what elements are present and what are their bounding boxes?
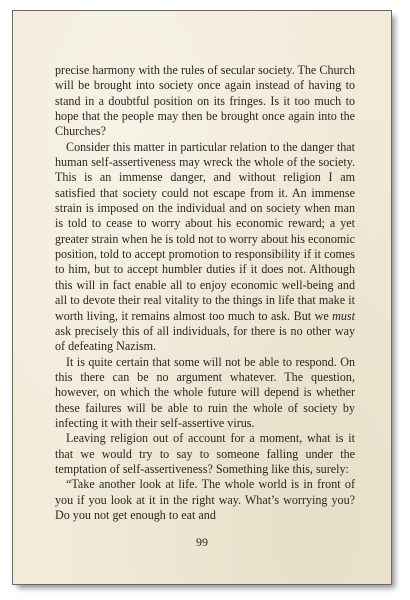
- page-number: 99: [196, 535, 208, 549]
- paragraph-2: Consider this matter in particular relation to the danger that human self-assertiveness may wreck the whole of the society. This is an immense danger, and without religion I am satisfied that society could not escape from it. An immense strain is imposed on the individual and on society when man is told to cease to worry about his economic reward; a yet greater strain when he is told not to worry about his economic position, told to accept promotion to responsibility if it comes to him, but to accept humbler duties if it does not. Although this will in fact enable all to enjoy economic well-being and all to devote their real vitality to the things in life that make it worth living, it remains almost too much to ask. But we must ask precisely this of all individuals, for there is no other way of defeating Nazism.: [55, 139, 355, 354]
- paragraph-1: precise harmony with the rules of secular society. The Church will be brought into society once again instead of having to stand in a doubtful position on its fringes. Is it too much to hope that the people may then be brought once again into the Churches?: [55, 63, 355, 139]
- body-text: [55, 63, 355, 523]
- paragraph-5: “Take another look at life. The whole world is in front of you if you look at it in the right way. What’s worrying you? Do you not get enough to eat and: [55, 477, 355, 522]
- paragraph-4: Leaving religion out of account for a moment, what is it that we would try to say to someone falling under the temptation of self-assertiveness? Something like this, surely:: [55, 431, 355, 476]
- paragraph-3: It is quite certain that some will not be able to respond. On this there can be no argument whatever. The question, however, on which the whole future will depend is whether these failures will be able to ruin the whole of society by infecting it with their self-assertive virus.: [55, 354, 355, 430]
- book-page: [12, 10, 392, 585]
- emphasis-must: must: [332, 308, 355, 323]
